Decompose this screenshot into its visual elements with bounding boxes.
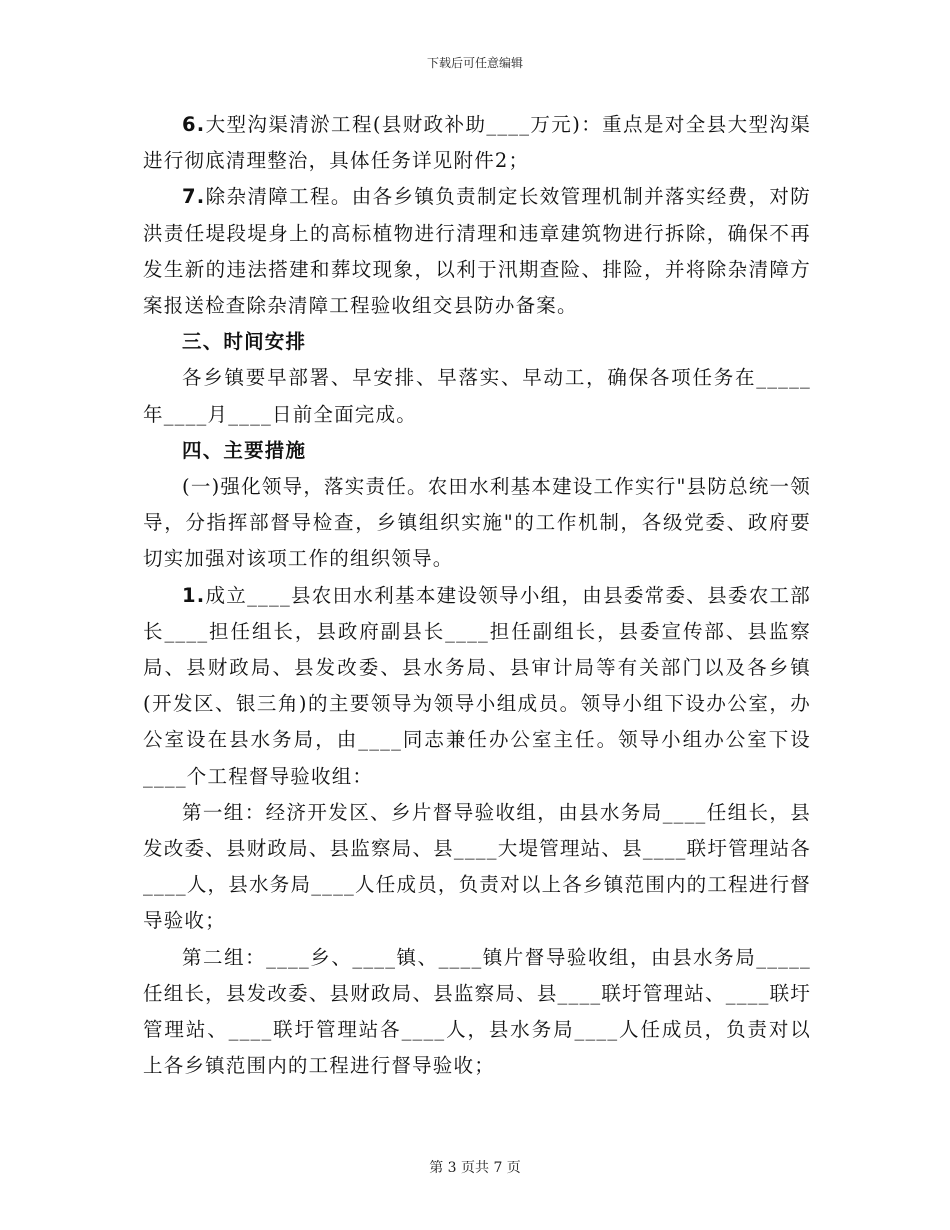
page-header: 下载后可任意编辑 [426,56,523,70]
paragraph-group-2: 第二组：____乡、____镇、____镇片督导验收组，由县水务局_____任组长，县发改委、县财政局、县监察局、县____联圩管理站、____联圩管理站、____联圩管理站各____人，县水务局____人任成员，负责对以上各乡镇范围内的工程进行督导验收； [143,945,811,1078]
paragraph-item-6 [143,107,811,179]
paragraph-text: 除杂清障工程。由各乡镇负责制定长效管理机制并落实经费，对防洪责任堤段堤身上的高标植物进行清理和违章建筑物进行拆除，确保不再发生新的违法搭建和葬坟现象，以利于汛期查险、排险，并将除杂清障方案报送检查除杂清障工程验收组交县防办备案。 [143,185,811,318]
item-number: 1. [182,583,206,607]
paragraph-schedule: 各乡镇要早部署、早安排、早落实、早动工，确保各项任务在_____年____月____日前全面完成。 [143,366,811,426]
paragraph-group-1: 第一组：经济开发区、乡片督导验收组，由县水务局____任组长，县发改委、县财政局、县监察局、县____大堤管理站、县____联圩管理站各____人，县水务局____人任成员，负责对以上各乡镇范围内的工程进行督导验收； [143,800,811,933]
paragraph-text: 大型沟渠清淤工程(县财政补助____万元)：重点是对全县大型沟渠进行彻底清理整治，具体任务详见附件2； [143,113,811,173]
paragraph-item-7 [143,179,811,324]
section-heading-measures: 四、主要措施 [182,438,307,462]
paragraph-item-1 [143,578,811,795]
item-number: 6. [182,113,206,136]
page-footer: 第 3 页共 7 页 [429,1160,521,1176]
paragraph-leadership: (一)强化领导，落实责任。农田水利基本建设工作实行"县防总统一领导，分指挥部督导检查，乡镇组织实施"的工作机制，各级党委、政府要切实加强对该项工作的组织领导。 [143,475,811,571]
item-number: 7. [182,185,206,209]
document-body [143,107,811,1084]
paragraph-text: 成立____县农田水利基本建设领导小组，由县委常委、县委农工部长____担任组长，县政府副县长____担任副组长，县委宣传部、县监察局、县财政局、县发改委、县水务局、县审计局等有关部门以及各乡镇(开发区、银三角)的主要领导为领导小组成员。领导小组下设办公室，办公室设在县水务局，由____同志兼任办公室主任。领导小组办公室下设____个工程督导验收组： [143,583,811,788]
section-heading-schedule: 三、时间安排 [182,330,307,354]
